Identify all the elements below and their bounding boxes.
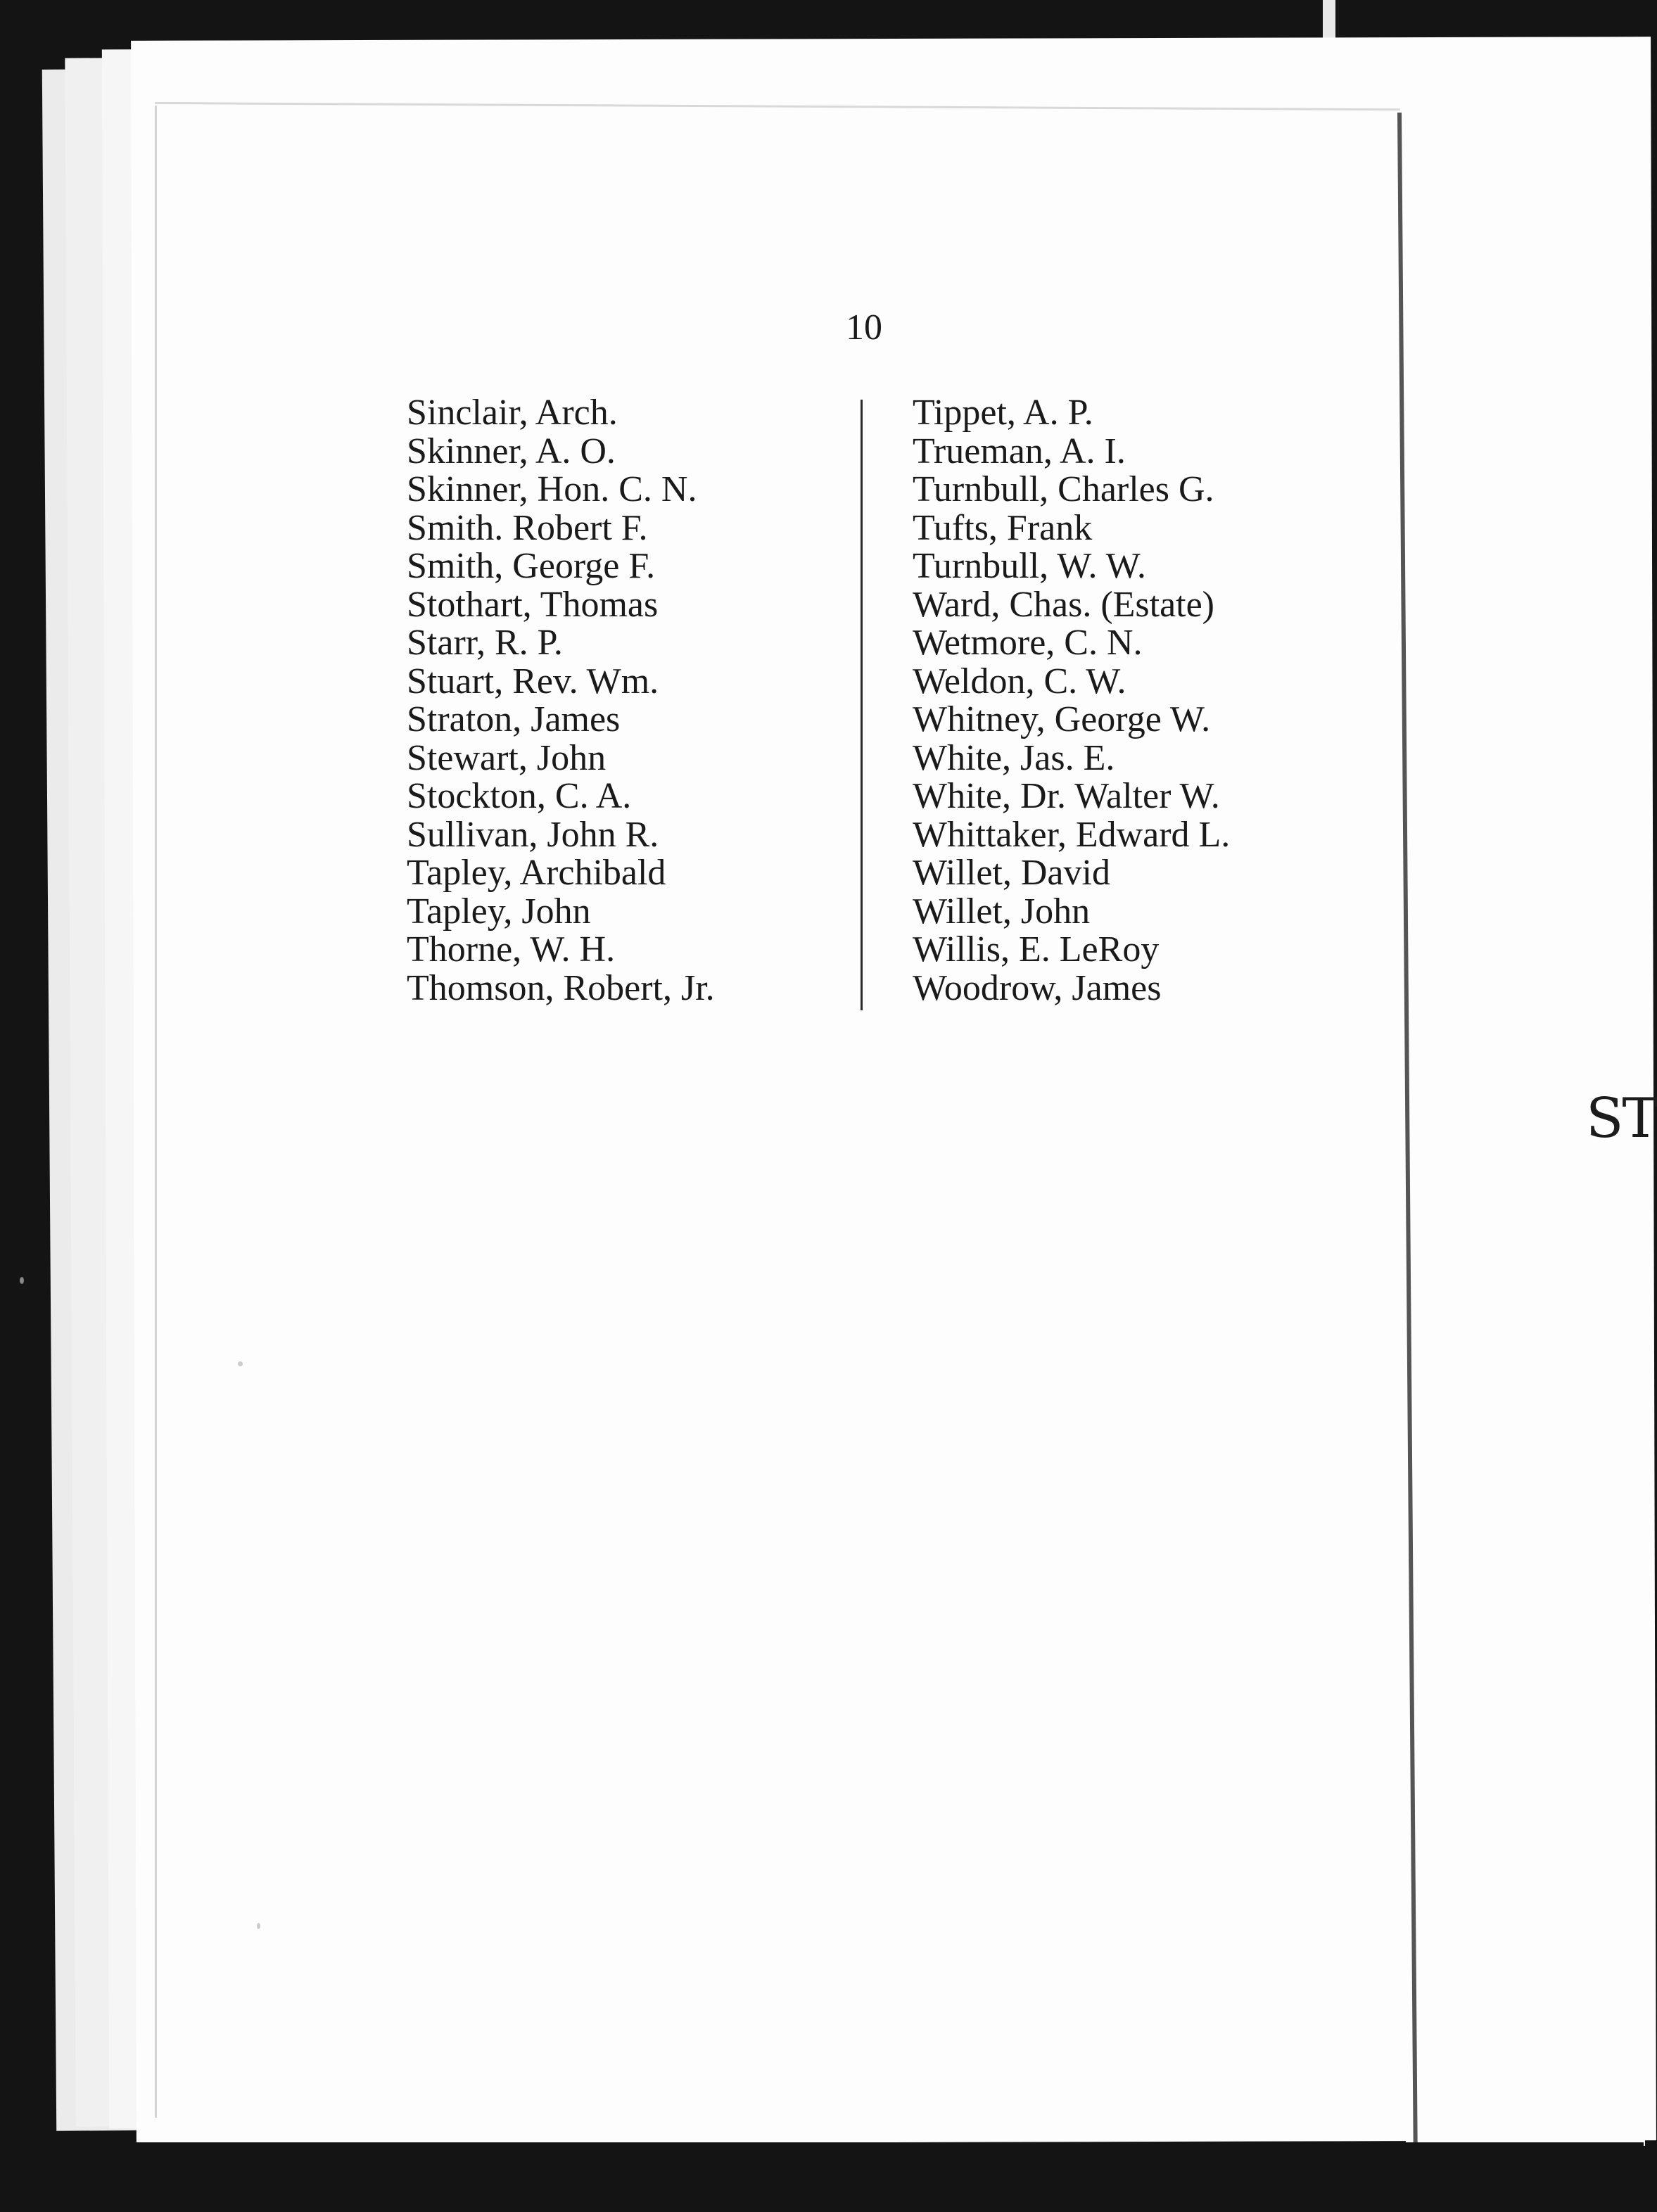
name-entry: Tapley, Archibald xyxy=(407,853,666,893)
name-entry: Tufts, Frank xyxy=(913,507,1093,548)
name-entry: Whitney, George W. xyxy=(913,699,1211,739)
scan-background xyxy=(0,2142,1644,2212)
name-entry: Straton, James xyxy=(407,699,621,739)
paper-speck xyxy=(238,1361,243,1366)
name-entry: Tippet, A. P. xyxy=(913,393,1093,433)
name-entry: Skinner, Hon. C. N. xyxy=(407,469,697,509)
paper-speck xyxy=(257,1923,260,1929)
column-divider xyxy=(861,400,863,1010)
name-entry: Wetmore, C. N. xyxy=(913,623,1143,663)
page-edge xyxy=(155,106,157,2118)
name-entry: Turnbull, W. W. xyxy=(913,546,1146,586)
name-entry: Weldon, C. W. xyxy=(913,661,1126,701)
paper-speck xyxy=(20,1277,24,1284)
name-entry: Stewart, John xyxy=(407,737,607,778)
name-entry: Woodrow, James xyxy=(913,967,1162,1008)
name-entry: Smith. Robert F. xyxy=(407,507,648,548)
name-entry: Skinner, A. O. xyxy=(407,431,616,471)
name-entry: Stockton, C. A. xyxy=(407,776,632,816)
name-entry: Turnbull, Charles G. xyxy=(913,469,1214,509)
facing-page-text: ST xyxy=(1586,1087,1657,1150)
name-entry: Willis, E. LeRoy xyxy=(913,929,1160,970)
name-entry: Ward, Chas. (Estate) xyxy=(913,584,1214,625)
name-entry: White, Dr. Walter W. xyxy=(913,776,1220,816)
name-entry: Willet, David xyxy=(913,853,1110,893)
name-entry: Thomson, Robert, Jr. xyxy=(407,967,715,1008)
name-entry: Trueman, A. I. xyxy=(913,431,1126,471)
name-entry: Smith, George F. xyxy=(407,546,656,586)
name-entry: Tapley, John xyxy=(407,891,591,932)
name-entry: Sullivan, John R. xyxy=(407,814,659,855)
name-entry: Stuart, Rev. Wm. xyxy=(407,661,659,701)
name-entry: Thorne, W. H. xyxy=(407,929,616,970)
name-list-left xyxy=(407,394,715,1008)
name-entry: White, Jas. E. xyxy=(913,737,1115,778)
name-entry: Stothart, Thomas xyxy=(407,584,659,625)
name-list-right xyxy=(913,394,1230,1008)
name-entry: Sinclair, Arch. xyxy=(407,393,618,433)
page-number: 10 xyxy=(846,307,882,348)
name-entry: Willet, John xyxy=(913,891,1091,932)
name-entry: Whittaker, Edward L. xyxy=(913,814,1231,855)
name-entry: Starr, R. P. xyxy=(407,623,563,663)
